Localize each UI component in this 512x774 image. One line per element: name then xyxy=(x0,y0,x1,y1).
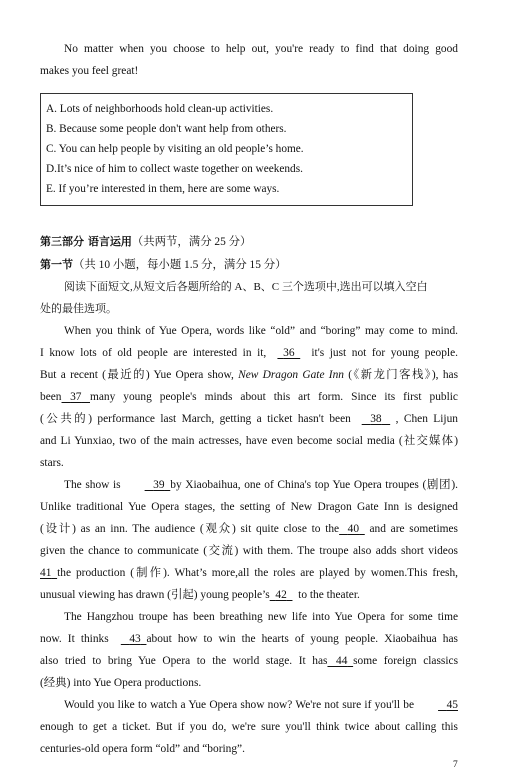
blank-37: 37 xyxy=(70,391,82,403)
option-a: A. Lots of neighborhoods hold clean-up activities. xyxy=(46,103,274,115)
p4-line-1: Would you like to watch a Yue Opera show now? We're not sure if you'll be 45 xyxy=(40,694,458,716)
blank-38: 38 xyxy=(370,413,382,425)
p2-line-2: Unlike traditional Yue Opera stages, the setting of New Dragon Gate Inn is designed xyxy=(40,501,458,513)
p3-line-1: The Hangzhou troupe has been breathing new life into Yue Opera for some time xyxy=(64,611,458,623)
p3-line-4: (经典) into Yue Opera productions. xyxy=(40,677,202,689)
p1-line-2: I know lots of old people are interested in it, 36 it's just not for young people. xyxy=(40,342,458,364)
p3-line-2: now. It thinks 43 about how to win the hearts of young people. Xiaobaihua has xyxy=(40,628,458,650)
blank-41: 41 xyxy=(40,567,52,579)
blank-36: 36 xyxy=(283,347,295,359)
p1-line-6: and Li Yunxiao, two of the main actresses, have even become social media (社交媒体) xyxy=(40,435,458,447)
blank-40: 40 xyxy=(347,523,360,535)
part3-note: （共两节，满分 25 分） xyxy=(131,236,252,248)
blank-42: 42 xyxy=(275,589,287,601)
p4-line-3: centuries-old opera form “old” and “boring”. xyxy=(40,743,245,755)
intro-line-1: No matter when you choose to help out, you're ready to find that doing good xyxy=(64,43,458,55)
part3-title: 第三部分 语言运用 xyxy=(40,235,132,248)
blank-39: 39 xyxy=(153,479,165,491)
page-number: 7 xyxy=(453,760,458,770)
blank-45: 45 xyxy=(446,699,458,711)
options-box xyxy=(40,93,413,206)
intro-line-2: makes you feel great! xyxy=(40,65,139,77)
option-c: C. You can help people by visiting an old people’s home. xyxy=(46,143,304,155)
p3-line-3: also tried to bring Yue Opera to the world stage. It has 44 some foreign classics xyxy=(40,650,458,672)
option-e: E. If you’re interested in them, here are some ways. xyxy=(46,183,280,195)
section1-title: 第一节 xyxy=(40,258,73,271)
p2-line-1: The show is 39 by Xiaobaihua, one of China's top Yue Opera troupes (剧团). xyxy=(40,474,458,496)
p4-line-2: enough to get a ticket. But if you do, we're sure you'll think twice about calling this xyxy=(40,721,458,733)
instruction-line-2: 处的最佳选项。 xyxy=(40,303,117,315)
p1-line-5: (公共的) performance last March, getting a ticket hasn't been 38 , Chen Lijun xyxy=(40,408,458,430)
option-b: B. Because some people don't want help from others. xyxy=(46,123,287,135)
p2-line-5: 41 the production (制作). What’s more,all the roles are played by women.This fresh, xyxy=(40,562,458,584)
p1-line-4: been 37 many young people's minds about this art form. Since its first public xyxy=(40,386,458,408)
p2-line-4: given the chance to communicate (交流) with them. The troupe also adds short videos xyxy=(40,545,458,557)
blank-44: 44 xyxy=(336,655,348,667)
part3-heading xyxy=(40,230,458,254)
section1-note: （共 10 小题，每小题 1.5 分，满分 15 分） xyxy=(73,259,287,271)
p2-line-3: (设计) as an inn. The audience (观众) sit quite close to the 40 and are sometimes xyxy=(40,518,458,540)
section1-heading xyxy=(40,254,458,276)
option-d: D.It’s nice of him to collect waste together on weekends. xyxy=(46,163,303,175)
p2-line-6: unusual viewing has drawn (引起) young people’s 42 to the theater. xyxy=(40,584,458,606)
instruction-line-1: 阅读下面短文,从短文后各题所给的 A、B、C 三个选项中,选出可以填入空白 xyxy=(64,281,428,293)
p1-line-1: When you think of Yue Opera, words like “old” and “boring” may come to mind. xyxy=(64,325,458,337)
document-page xyxy=(40,38,458,760)
blank-43: 43 xyxy=(129,633,141,645)
p1-line-7: stars. xyxy=(40,457,64,469)
p1-line-3: But a recent (最近的) Yue Opera show, New Dragon Gate Inn (《新龙门客栈》), has xyxy=(40,369,459,381)
